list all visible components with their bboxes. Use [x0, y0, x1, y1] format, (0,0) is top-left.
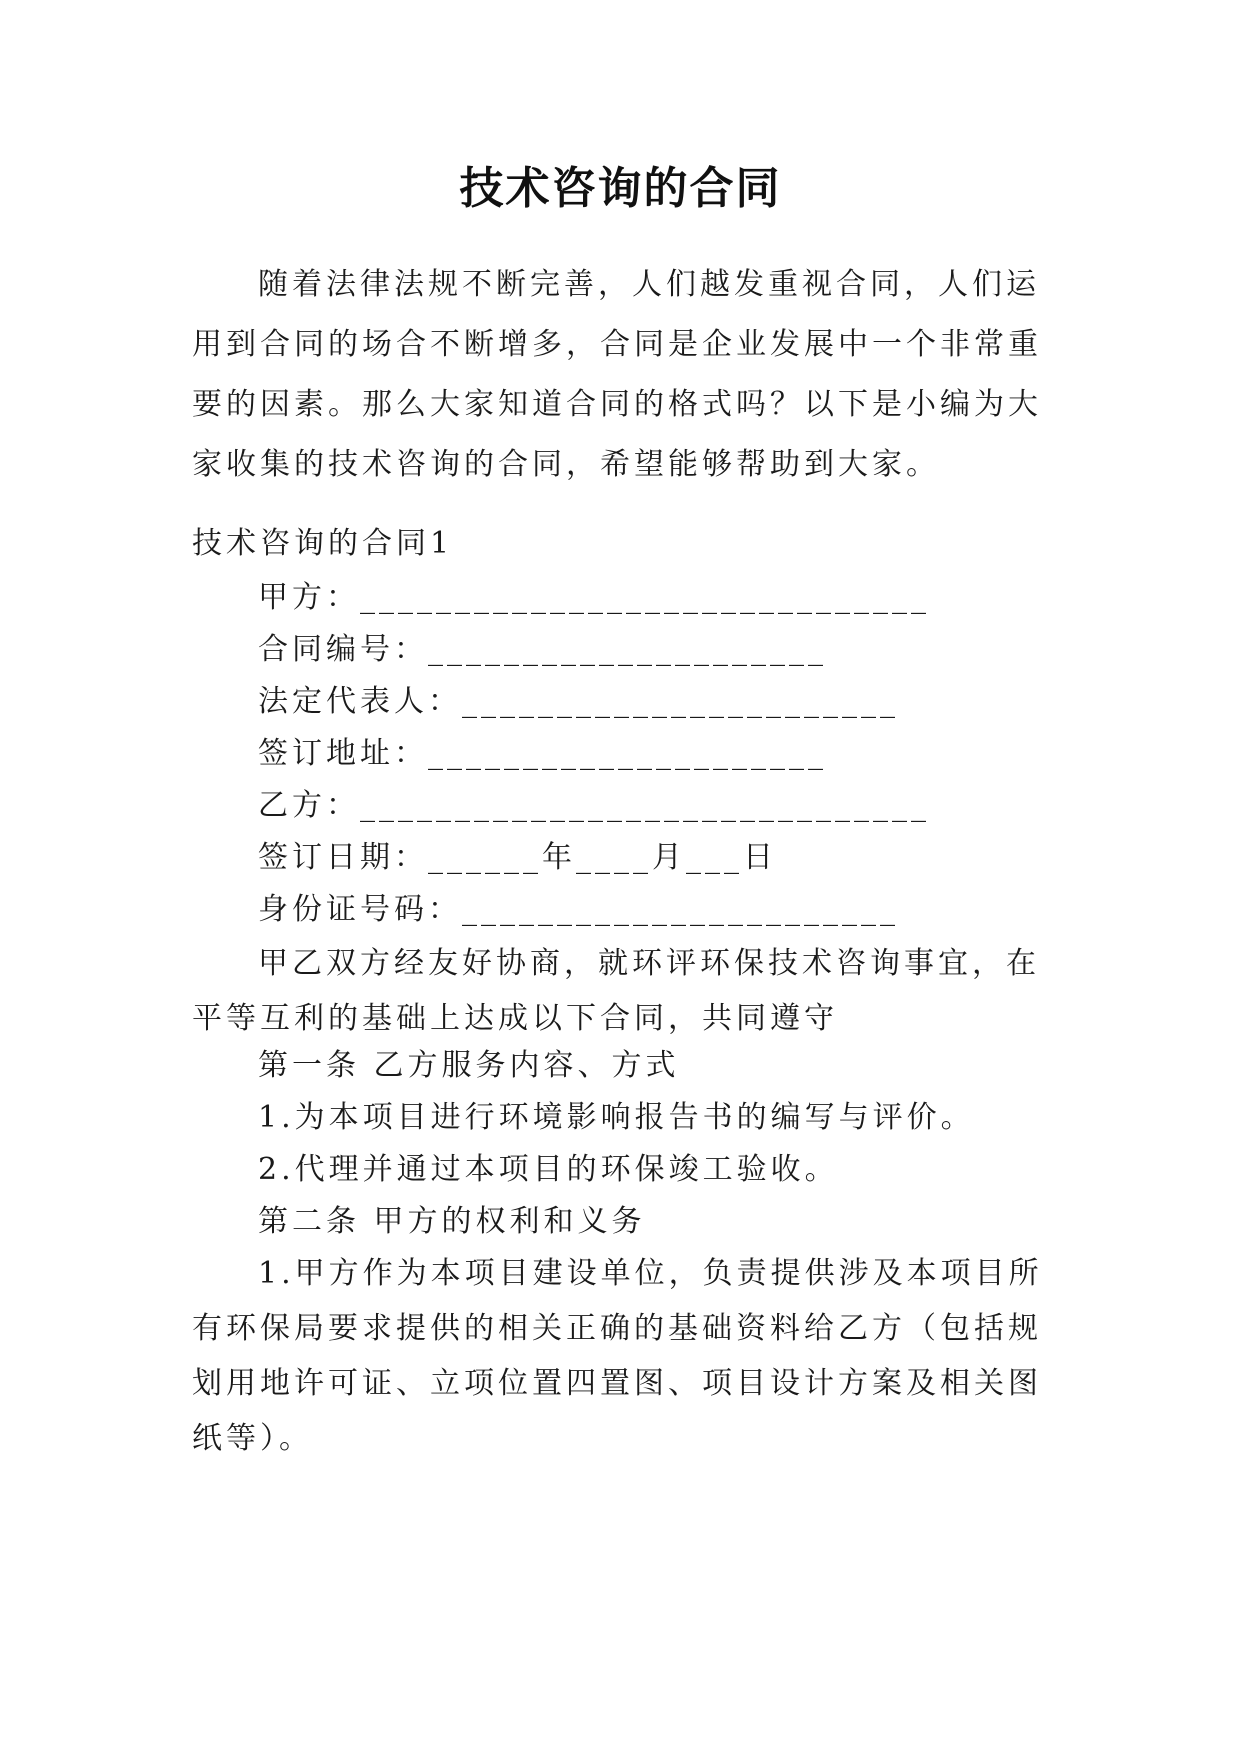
- contract-heading: 技术咨询的合同1: [192, 526, 454, 561]
- id-number-field: 身份证号码：_______________________: [258, 892, 899, 927]
- article-1-heading: 第一条 乙方服务内容、方式: [258, 1048, 680, 1083]
- article-2-heading: 第二条 甲方的权利和义务: [258, 1204, 646, 1239]
- article-2-item-1: 1.甲方作为本项目建设单位，负责提供涉及本项目所有环保局要求提供的相关正确的基础资料给乙方（包括规划用地许可证、立项位置四置图、项目设计方案及相关图纸等）。: [192, 1256, 1043, 1456]
- article-1-item-2: 2.代理并通过本项目的环保竣工验收。: [258, 1152, 839, 1187]
- intro-paragraph: 随着法律法规不断完善，人们越发重视合同，人们运用到合同的场合不断增多，合同是企业发展中一个非常重要的因素。那么大家知道合同的格式吗？以下是小编为大家收集的技术咨询的合同，希望能够帮助到大家。: [192, 267, 1042, 482]
- party-b-field: 乙方：______________________________: [258, 788, 930, 823]
- contract-number-field: 合同编号：_____________________: [258, 632, 827, 667]
- document-title: 技术咨询的合同: [459, 163, 782, 214]
- sign-date-field: 签订日期：______年____月___日: [258, 840, 777, 875]
- sign-place-field: 签订地址：_____________________: [258, 736, 827, 771]
- legal-representative-field: 法定代表人：_______________________: [258, 684, 899, 719]
- party-a-field: 甲方：______________________________: [258, 580, 930, 615]
- agreement-paragraph: 甲乙双方经友好协商，就环评环保技术咨询事宜，在平等互利的基础上达成以下合同，共同遵守: [192, 946, 1040, 1036]
- article-1-item-1: 1.为本项目进行环境影响报告书的编写与评价。: [258, 1100, 975, 1135]
